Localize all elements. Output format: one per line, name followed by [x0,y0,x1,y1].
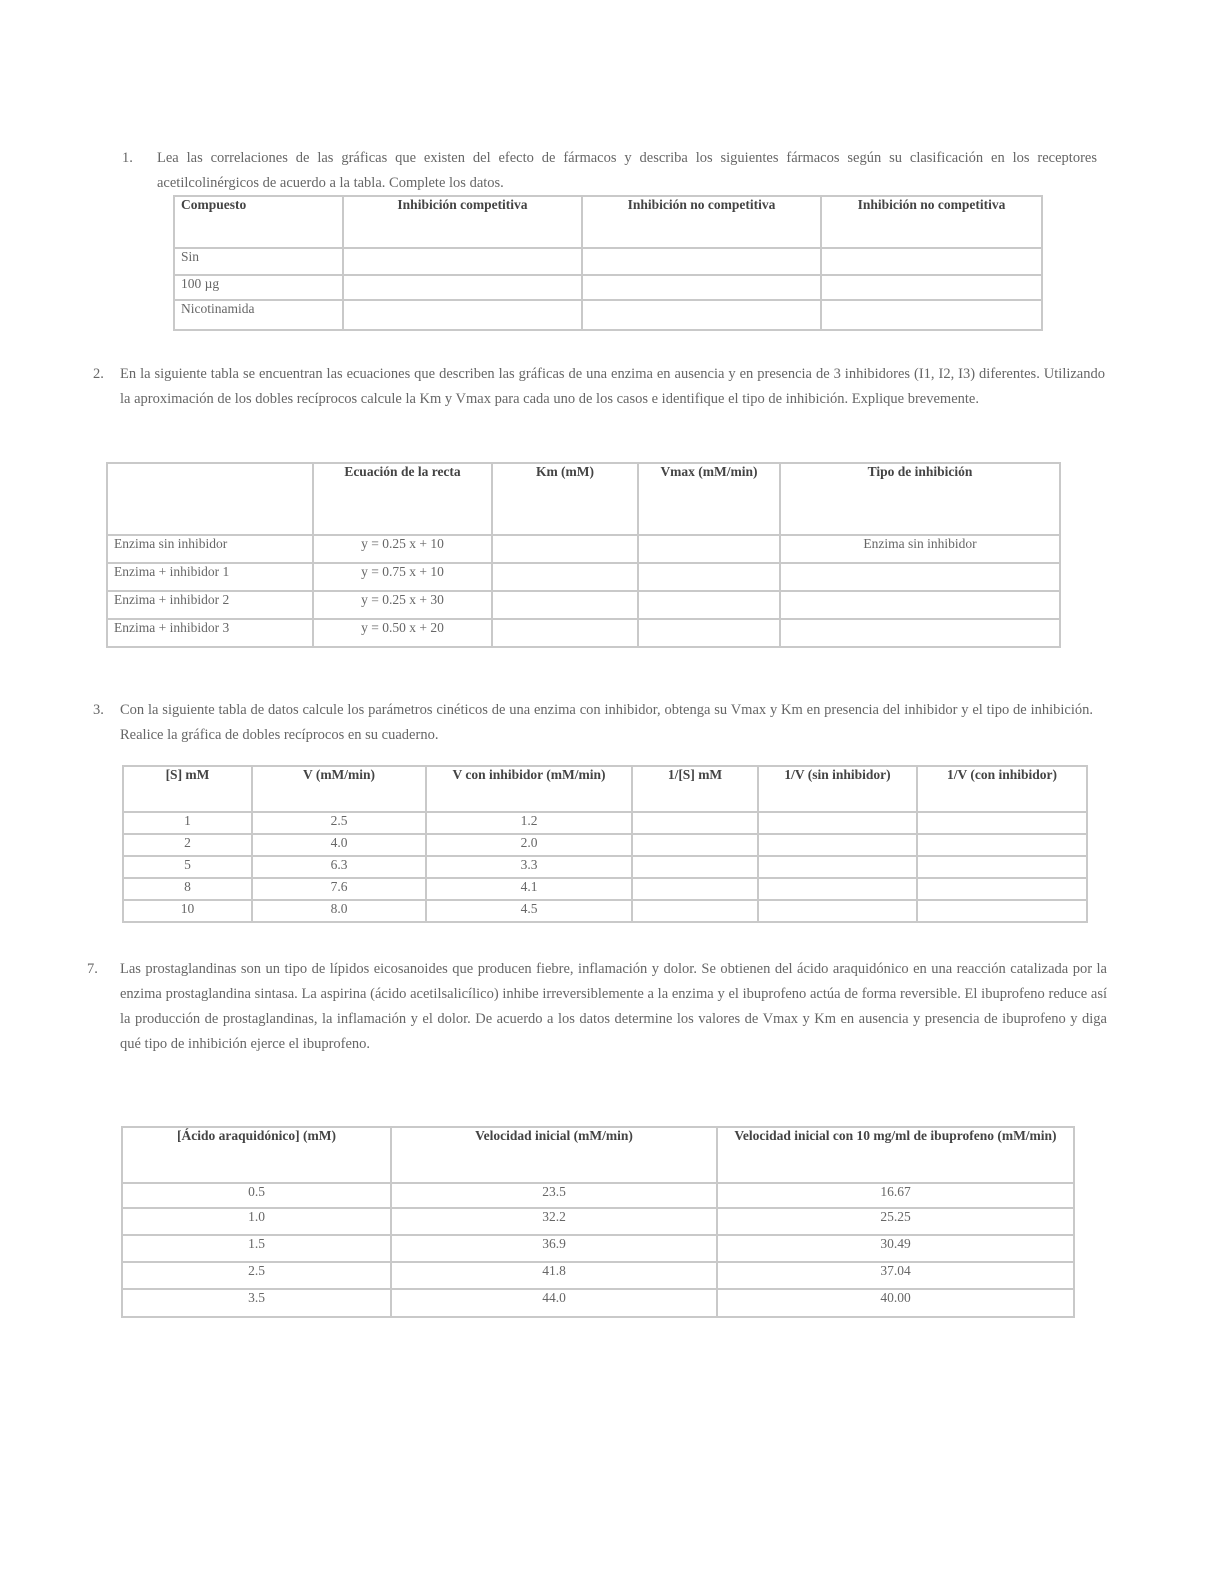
table-cell [821,275,1042,300]
table-cell: 32.2 [391,1208,717,1235]
question-1-text: Lea las correlaciones de las gráficas que existen del efecto de fármacos y describa los siguientes fármacos según su clasificación en los receptores acetilcolinérgicos de acuerdo a la tabla. Complete los datos. [157,150,1097,191]
table-cell [780,563,1060,591]
table-3 [122,765,1088,923]
table-3-header: 1/V (con inhibidor) [917,766,1087,812]
table-cell [492,591,638,619]
table-cell [632,900,758,922]
question-7 [87,957,1107,1057]
table-row [174,248,1042,275]
table-cell: Enzima + inhibidor 2 [107,591,313,619]
table-3-header: V con inhibidor (mM/min) [426,766,632,812]
table-row [107,535,1060,563]
table-cell [638,563,780,591]
table-cell [582,248,821,275]
table-cell: 16.67 [717,1183,1074,1208]
table-2-header: Km (mM) [492,463,638,535]
table-cell [638,591,780,619]
table-cell [343,248,582,275]
table-cell [917,856,1087,878]
table-cell: y = 0.25 x + 10 [313,535,492,563]
question-1 [122,146,1097,196]
table-2-header: Ecuación de la recta [313,463,492,535]
table-row [123,812,1087,834]
table-1-header: Inhibición no competitiva [582,196,821,248]
table-1-header: Compuesto [174,196,343,248]
table-cell [758,900,917,922]
table-row [174,300,1042,330]
table-cell [582,275,821,300]
table-cell: y = 0.50 x + 20 [313,619,492,647]
table-cell [343,300,582,330]
table-cell [917,812,1087,834]
table-cell: 23.5 [391,1183,717,1208]
table-cell [917,834,1087,856]
table-cell [758,834,917,856]
table-cell [632,878,758,900]
table-2-header: Tipo de inhibición [780,463,1060,535]
table-cell: 4.1 [426,878,632,900]
table-3-header: 1/V (sin inhibidor) [758,766,917,812]
table-cell [780,619,1060,647]
table-2-header: Vmax (mM/min) [638,463,780,535]
table-cell [492,619,638,647]
table-cell: 100 µg [174,275,343,300]
question-3-number: 3. [93,702,104,718]
table-4-header: [Ácido araquidónico] (mM) [122,1127,391,1183]
table-row [107,563,1060,591]
question-2-text: En la siguiente tabla se encuentran las ecuaciones que describen las gráficas de una enzima en ausencia y en presencia de 3 inhibidores (I1, I2, I3) diferentes. Utilizando la aproximación de los dobles recíprocos calcule la Km y Vmax para cada uno de los casos e identifique el tipo de inhibición. Explique brevemente. [120,366,1105,407]
table-cell [917,900,1087,922]
table-cell: 1.5 [122,1235,391,1262]
table-row [123,878,1087,900]
table-3-header: V (mM/min) [252,766,426,812]
table-row [107,619,1060,647]
table-cell [492,563,638,591]
table-cell: 1.2 [426,812,632,834]
table-cell: 6.3 [252,856,426,878]
table-row [122,1262,1074,1289]
question-2-number: 2. [93,366,104,382]
question-3 [93,698,1093,748]
table-row [122,1208,1074,1235]
table-row [174,275,1042,300]
question-3-text: Con la siguiente tabla de datos calcule los parámetros cinéticos de una enzima con inhibidor, obtenga su Vmax y Km en presencia del inhibidor y el tipo de inhibición. Realice la gráfica de dobles recíprocos en su cuaderno. [120,702,1093,743]
table-cell [638,619,780,647]
table-cell: 30.49 [717,1235,1074,1262]
table-row [122,1183,1074,1208]
table-cell: 25.25 [717,1208,1074,1235]
table-row [107,591,1060,619]
table-row [123,900,1087,922]
table-cell: Enzima + inhibidor 3 [107,619,313,647]
table-2-header [107,463,313,535]
table-4 [121,1126,1075,1318]
table-cell: 10 [123,900,252,922]
table-3-header: 1/[S] mM [632,766,758,812]
table-1 [173,195,1043,331]
table-cell: 5 [123,856,252,878]
table-cell: 36.9 [391,1235,717,1262]
table-cell: 0.5 [122,1183,391,1208]
table-cell [638,535,780,563]
table-cell: Enzima sin inhibidor [107,535,313,563]
table-row [122,1289,1074,1317]
table-cell: 4.0 [252,834,426,856]
table-1-header: Inhibición no competitiva [821,196,1042,248]
table-4-header: Velocidad inicial (mM/min) [391,1127,717,1183]
table-cell [632,812,758,834]
table-cell: 2.5 [122,1262,391,1289]
table-cell [343,275,582,300]
table-cell [821,300,1042,330]
table-cell: 41.8 [391,1262,717,1289]
table-1-header: Inhibición competitiva [343,196,582,248]
table-cell: 2.0 [426,834,632,856]
table-row [122,1235,1074,1262]
table-cell: 3.5 [122,1289,391,1317]
table-cell: 8.0 [252,900,426,922]
table-row [123,856,1087,878]
table-cell: 8 [123,878,252,900]
question-7-number: 7. [87,961,98,977]
table-cell: 1 [123,812,252,834]
table-cell: Enzima + inhibidor 1 [107,563,313,591]
table-cell: Nicotinamida [174,300,343,330]
table-cell [492,535,638,563]
table-cell [821,248,1042,275]
table-cell [582,300,821,330]
table-cell: 7.6 [252,878,426,900]
table-cell: Sin [174,248,343,275]
table-cell: 1.0 [122,1208,391,1235]
table-cell: 37.04 [717,1262,1074,1289]
table-cell: 3.3 [426,856,632,878]
question-1-number: 1. [122,150,133,166]
table-cell: y = 0.25 x + 30 [313,591,492,619]
table-cell [758,812,917,834]
table-cell: y = 0.75 x + 10 [313,563,492,591]
table-cell [758,878,917,900]
table-cell [632,856,758,878]
table-cell [632,834,758,856]
table-cell: 2 [123,834,252,856]
table-cell: 44.0 [391,1289,717,1317]
table-cell: 2.5 [252,812,426,834]
table-cell: Enzima sin inhibidor [780,535,1060,563]
table-cell [780,591,1060,619]
table-3-header: [S] mM [123,766,252,812]
table-2 [106,462,1061,648]
table-row [123,834,1087,856]
question-2 [93,362,1105,412]
table-4-header: Velocidad inicial con 10 mg/ml de ibuprofeno (mM/min) [717,1127,1074,1183]
table-cell [917,878,1087,900]
table-cell [758,856,917,878]
table-cell: 40.00 [717,1289,1074,1317]
question-7-text: Las prostaglandinas son un tipo de lípidos eicosanoides que producen fiebre, inflamación y dolor. Se obtienen del ácido araquidónico en una reacción catalizada por la enzima prostaglandina sintasa. La aspirina (ácido acetilsalicílico) inhibe irreversiblemente a la enzima y el ibuprofeno actúa de forma reversible. El ibuprofeno reduce así la producción de prostaglandinas, la inflamación y el dolor. De acuerdo a los datos determine los valores de Vmax y Km en ausencia y presencia de ibuprofeno y diga qué tipo de inhibición ejerce el ibuprofeno. [120,961,1107,1052]
table-cell: 4.5 [426,900,632,922]
